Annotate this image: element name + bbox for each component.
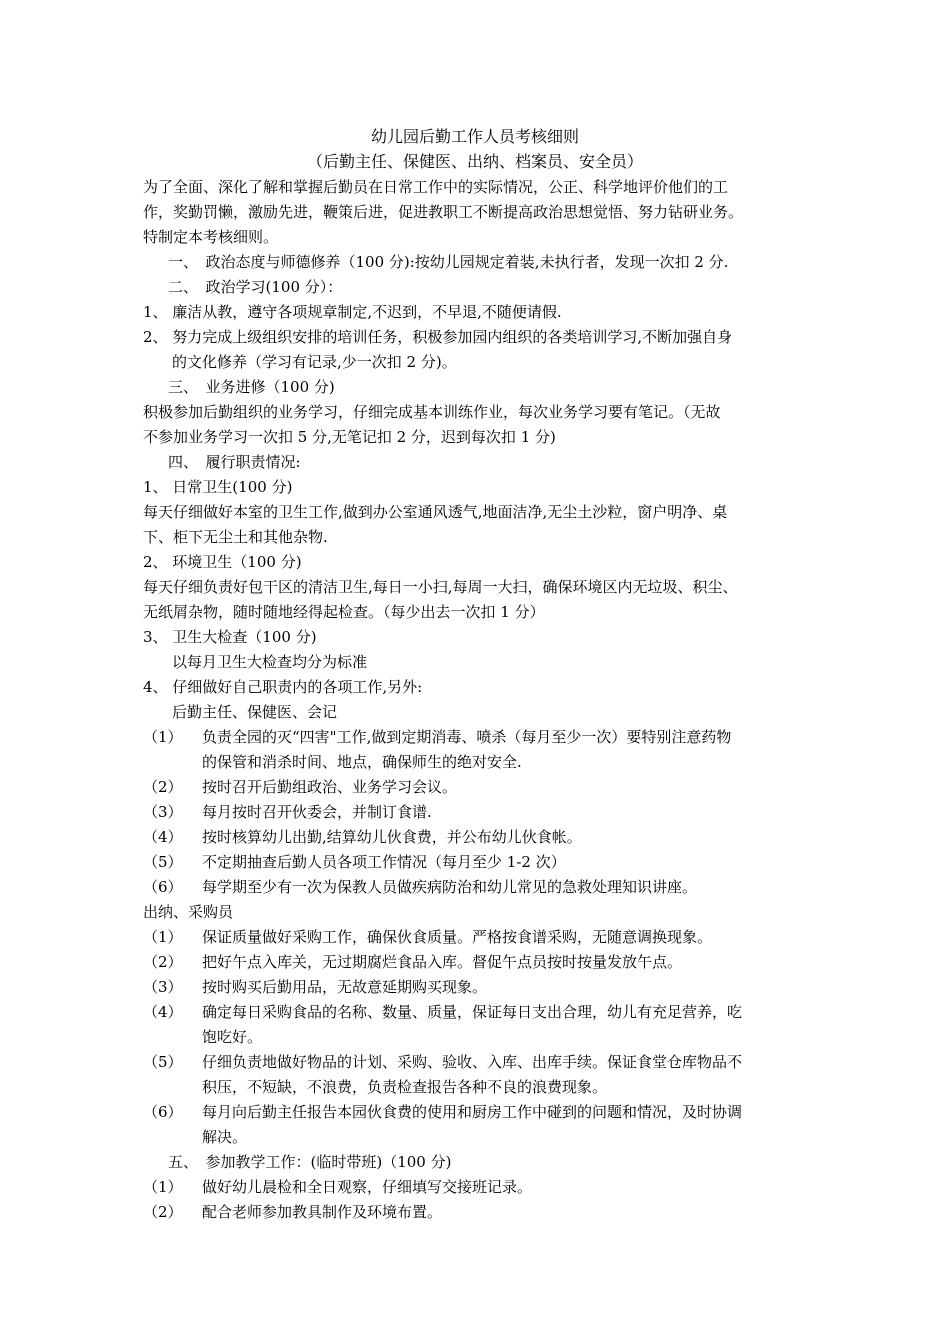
item-number: （5） [143,853,183,871]
intro-line: 特制定本考核细则。 [143,228,279,246]
paragraph-line: 无纸屑杂物，随时随地经得起检查。（每少出去一次扣 1 分） [143,603,545,621]
subsection-heading: 4、 仔细做好自己职责内的各项工作,另外: [143,678,423,696]
item-number: （3） [143,803,183,821]
item-number: （4） [143,1003,183,1021]
paragraph-line: 以每月卫生大检查均分为标准 [172,653,368,671]
item-number: （3） [143,978,183,996]
item-number: （2） [143,778,183,796]
item-text: 按时召开后勤组政治、业务学习会议。 [202,778,458,796]
section-heading-3: 三、 业务进修（100 分) [168,378,335,396]
subsection-heading: 2、 环境卫生（100 分) [143,553,302,571]
item-text: 解决。 [202,1128,248,1146]
list-item-continuation: 的文化修养（学习有记录,少一次扣 2 分)。 [172,353,457,371]
list-item: 2、 努力完成上级组织安排的培训任务，积极参加园内组织的各类培训学习,不断加强自身 [143,328,733,346]
item-text: 配合老师参加教具制作及环境布置。 [202,1203,443,1221]
item-number: （6） [143,1103,183,1121]
item-number: （1） [143,928,183,946]
section-heading-2: 二、 政治学习(100 分）： [168,278,343,296]
item-number: （1） [143,1178,183,1196]
item-text: 的保管和消杀时间、地点，确保师生的绝对安全. [202,753,522,771]
role-heading: 出纳、采购员 [143,903,234,921]
role-heading: 后勤主任、保健医、会记 [172,703,338,721]
item-number: （4） [143,828,183,846]
subsection-heading: 1、 日常卫生(100 分) [143,478,293,496]
item-text: 做好幼儿晨检和全日观察，仔细填写交接班记录。 [202,1178,533,1196]
paragraph-line: 下、柜下无尘土和其他杂物. [143,528,328,546]
item-text: 按时核算幼儿出勤,结算幼儿伙食费，并公布幼儿伙食帐。 [202,828,582,846]
item-text: 每月向后勤主任报告本园伙食费的使用和厨房工作中碰到的问题和情况，及时协调 [202,1103,743,1121]
item-text: 饱吃好。 [202,1028,263,1046]
list-item: 1、 廉洁从教，遵守各项规章制定,不迟到，不早退,不随便请假. [143,303,562,321]
paragraph-line: 不参加业务学习一次扣 5 分,无笔记扣 2 分，迟到每次扣 1 分) [143,428,556,446]
item-text: 每学期至少有一次为保教人员做疾病防治和幼儿常见的急救处理知识讲座。 [202,878,698,896]
item-text: 负责全园的灭“四害"工作,做到定期消毒、喷杀（每月至少一次）要特别注意药物 [202,728,732,746]
paragraph-line: 每天仔细负责好包干区的清洁卫生,每日一小扫,每周一大扫，确保环境区内无垃圾、积尘、 [143,578,738,596]
item-text: 仔细负责地做好物品的计划、采购、验收、入库、出库手续。保证食堂仓库物品不 [202,1053,743,1071]
item-text: 按时购买后勤用品，无故意延期购买现象。 [202,978,488,996]
intro-line: 作，奖勤罚懒，激励先进，鞭策后进，促进教职工不断提高政治思想觉悟、努力钻研业务。 [143,203,744,221]
document-subtitle: （后勤主任、保健医、出纳、档案员、安全员） [306,152,643,171]
item-text: 把好午点入库关，无过期腐烂食品入库。督促午点员按时按量发放午点。 [202,953,683,971]
paragraph-line: 每天仔细做好本室的卫生工作,做到办公室通风透气,地面洁净,无尘土沙粒，窗户明净、桌 [143,503,728,521]
subsection-heading: 3、 卫生大检查（100 分) [143,628,317,646]
item-text: 积压，不短缺，不浪费，负责检查报告各种不良的浪费现象。 [202,1078,608,1096]
item-number: （5） [143,1053,183,1071]
item-text: 不定期抽查后勤人员各项工作情况（每月至少 1-2 次） [202,853,566,871]
item-number: （6） [143,878,183,896]
item-text: 保证质量做好采购工作，确保伙食质量。严格按食谱采购，无随意调换现象。 [202,928,713,946]
item-number: （2） [143,1203,183,1221]
intro-line: 为了全面、深化了解和掌握后勤员在日常工作中的实际情况，公正、科学地评价他们的工 [143,178,729,196]
section-heading-4: 四、 履行职责情况: [168,453,301,471]
item-text: 确定每日采购食品的名称、数量、质量，保证每日支出合理，幼儿有充足营养，吃 [202,1003,743,1021]
paragraph-line: 积极参加后勤组织的业务学习，仔细完成基本训练作业，每次业务学习要有笔记。（无故 [143,403,721,421]
section-heading-1: 一、 政治态度与师德修养（100 分):按幼儿园规定着装,未执行者，发现一次扣 2 分. [168,253,729,271]
item-number: （1） [143,728,183,746]
section-heading-5: 五、 参加教学工作：(临时带班)（100 分) [168,1153,452,1171]
item-number: （2） [143,953,183,971]
document-title: 幼儿园后勤工作人员考核细则 [370,127,579,146]
item-text: 每月按时召开伙委会，并制订食谱. [202,803,432,821]
